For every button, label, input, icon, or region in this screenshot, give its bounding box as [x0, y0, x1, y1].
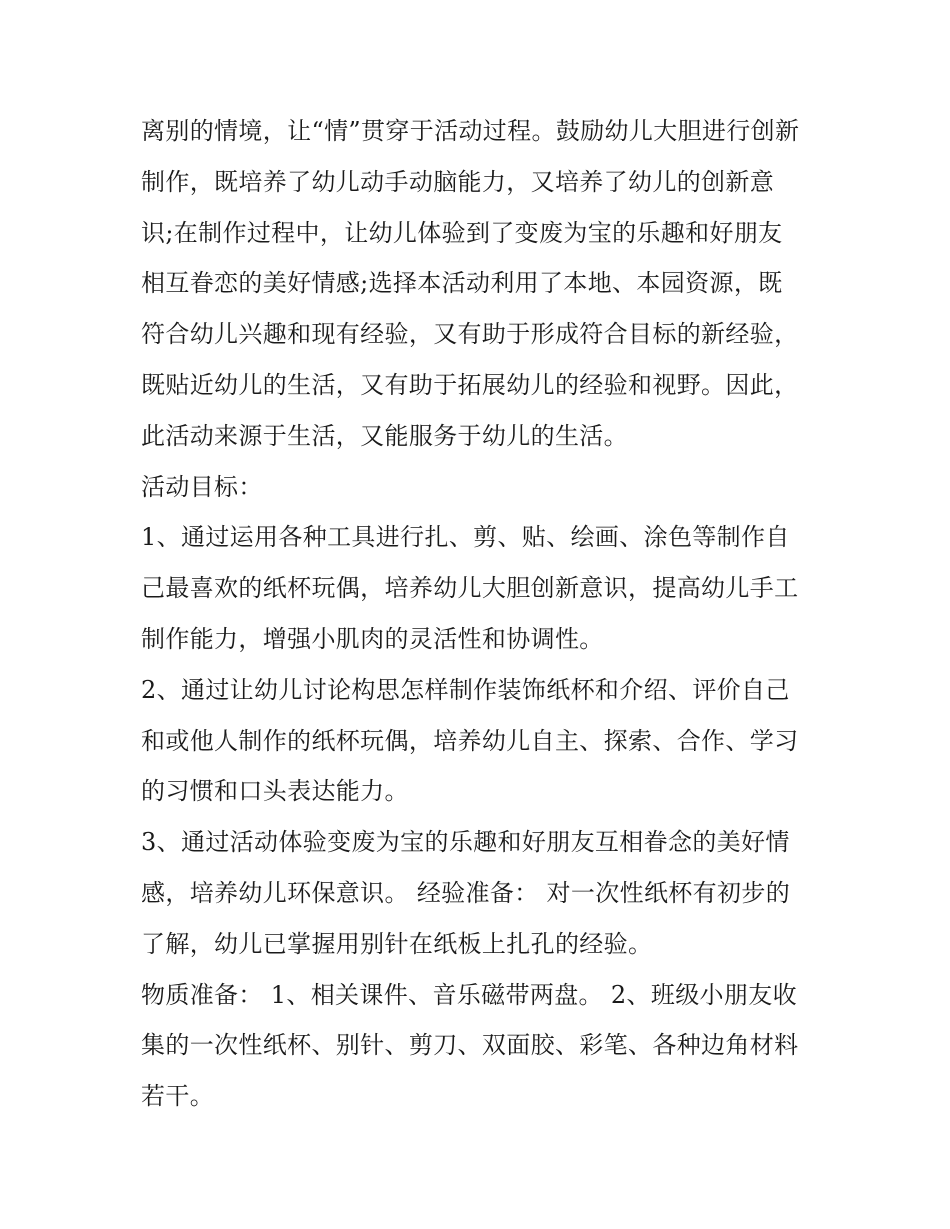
text-line: 1、通过运用各种工具进行扎、剪、贴、绘画、涂色等制作自: [141, 523, 790, 552]
text-line: 己最喜欢的纸杯玩偶，培养幼儿大胆创新意识，提高幼儿手工: [141, 574, 799, 603]
text-line: 2、通过让幼儿讨论构思怎样制作装饰纸杯和介绍、评价自己: [141, 675, 790, 704]
text-line: 集的一次性纸杯、别针、剪刀、双面胶、彩笔、各种边角材料: [141, 1031, 799, 1060]
text-line: 离别的情境，让“情”贯穿于活动过程。鼓励幼儿大胆进行创新: [141, 117, 800, 145]
text-line: 符合幼儿兴趣和现有经验，又有助于形成符合目标的新经验，: [141, 320, 799, 349]
text-line: 制作能力，增强小肌肉的灵活性和协调性。: [141, 624, 604, 653]
text-line: 3、通过活动体验变废为宝的乐趣和好朋友互相眷念的美好情: [141, 828, 790, 857]
document-body: [141, 106, 821, 1122]
text-line: 此活动来源于生活，又能服务于幼儿的生活。: [141, 421, 628, 450]
text-line: 若干。: [141, 1082, 215, 1111]
text-line: 物质准备： 1、相关课件、音乐磁带两盘。 2、班级小朋友收: [141, 980, 797, 1009]
text-line: 相互眷恋的美好情感;选择本活动利用了本地、本园资源，既: [141, 269, 783, 298]
text-line: 的习惯和口头表达能力。: [141, 777, 409, 806]
text-line: 和或他人制作的纸杯玩偶，培养幼儿自主、探索、合作、学习: [141, 726, 799, 755]
text-line: 既贴近幼儿的生活，又有助于拓展幼儿的经验和视野。因此，: [141, 370, 799, 399]
text-line: 识;在制作过程中，让幼儿体验到了变废为宝的乐趣和好朋友: [141, 218, 783, 247]
section-heading-goals: 活动目标：: [141, 472, 263, 501]
text-line: 制作，既培养了幼儿动手动脑能力，又培养了幼儿的创新意: [141, 167, 775, 196]
text-line: 感，培养幼儿环保意识。 经验准备： 对一次性纸杯有初步的: [141, 878, 791, 907]
text-line: 了解，幼儿已掌握用别针在纸板上扎孔的经验。: [141, 929, 653, 958]
